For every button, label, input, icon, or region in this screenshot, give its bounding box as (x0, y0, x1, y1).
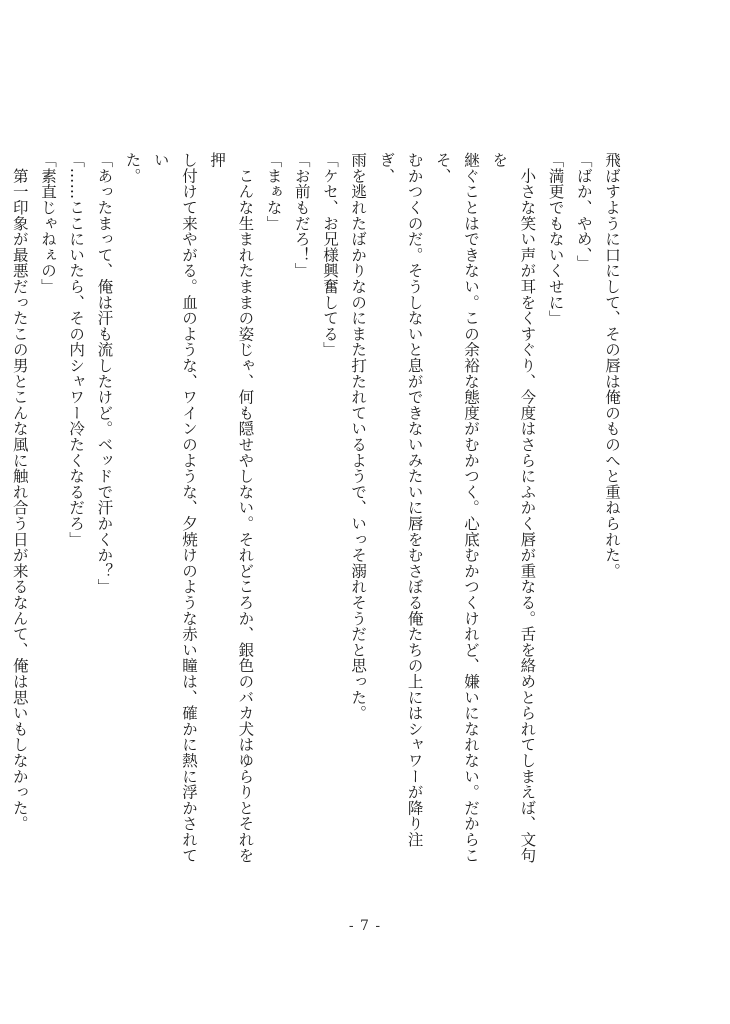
text-line: 「あったまって、俺は汗も流したけど。ベッドで汗かくか？」 (95, 152, 114, 595)
text-line: 「素直じゃねぇの」 (38, 152, 57, 295)
text-line: 継ぐことはできない。この余裕な態度がむかつく。心底むかつくけれど、嫌いになれない。だからこそ、 (433, 152, 480, 863)
text-line: 「満更でもないくせに」 (546, 152, 565, 326)
page-number: - 7 - (348, 918, 382, 934)
text-line: 小さな笑い声が耳をくすぐり、今度はさらにふかく唇が重なる。舌を絡めとられてしまえば、文句を (490, 152, 537, 863)
text-line: 第一印象が最悪だったこの男とこんな風に触れ合う日が来るなんて、俺は思いもしなかった。 (10, 152, 29, 832)
text-line: 「……ここにいたら、その内シャワー冷たくなるだろ」 (67, 152, 86, 547)
text-line: 「ケセ、お兄様興奮してる」 (320, 152, 339, 358)
text-line: むかつくのだ。そうしないと息ができないみたいに唇をむさぼる俺たちの上にはシャワーが降り注ぎ、 (377, 152, 424, 848)
text-line: 雨を逃れたばかりなのにまた打たれているようで、いっそ溺れそうだと思った。 (349, 152, 368, 721)
text-line: 「まぁな」 (264, 152, 283, 231)
text-line: こんな生まれたままの姿じゃ、何も隠せやしない。それどころか、銀色のバカ犬はゆらりとそれを押 (208, 152, 255, 863)
text-line: 「お前もだろ！」 (292, 152, 311, 279)
text-line: 「ばか、やめ、」 (574, 152, 593, 271)
text-line: 飛ばすように口にして、その唇は俺のものへと重ねられた。 (603, 152, 621, 579)
text-line: た。 (123, 152, 142, 184)
vertical-text-body (6, 152, 626, 872)
text-line: し付けて来やがる。血のような、ワインのような、夕焼けのような赤い瞳は、確かに熱に浮かされてい (151, 152, 198, 863)
